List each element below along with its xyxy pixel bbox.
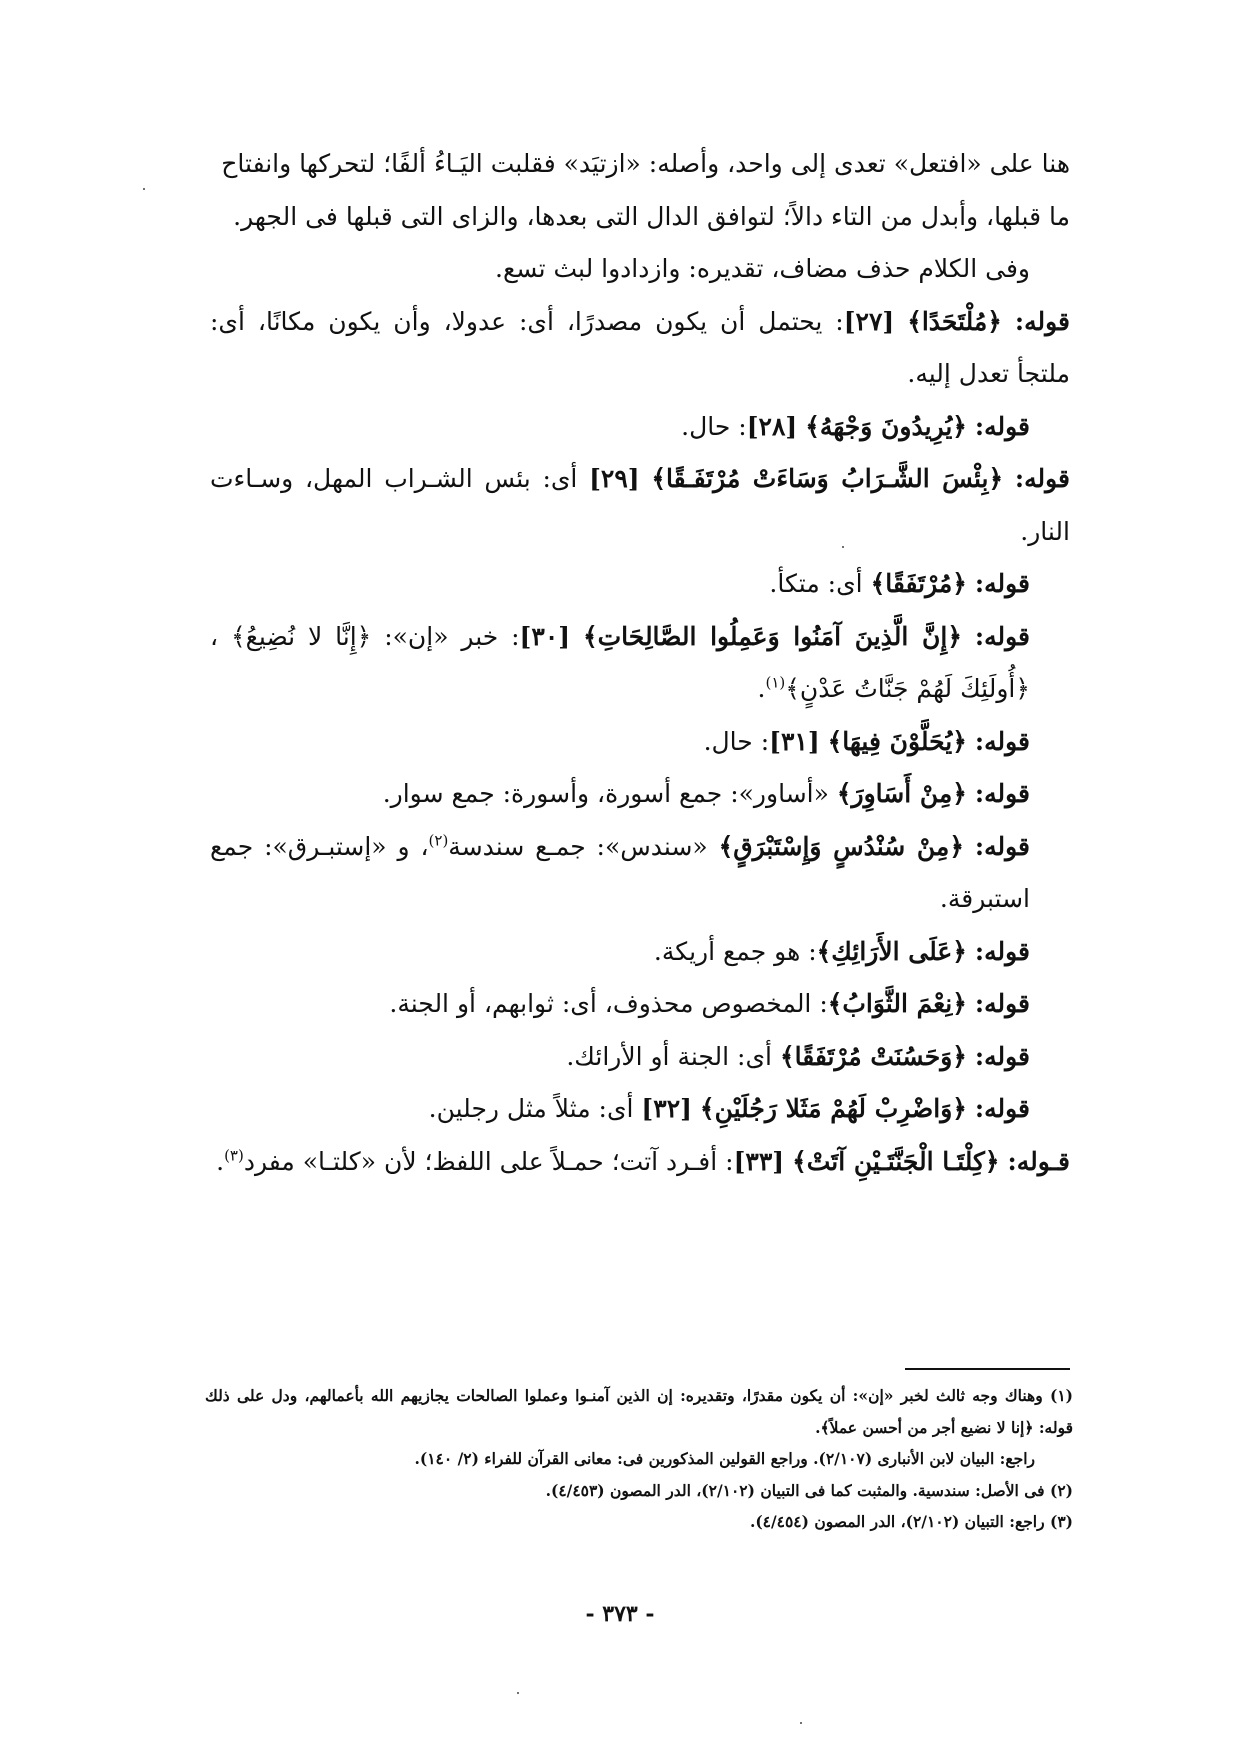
ayah-quote: ﴿كِلْتَـا الْجَنَّتَـيْنِ آتَتْ﴾	[792, 1146, 1000, 1176]
ayah-quote: ﴿مُلْتَحَدًا﴾	[907, 306, 1002, 336]
entry-text: : حال.	[703, 726, 770, 756]
main-text	[210, 138, 1070, 1188]
entry-text: «أساور»: جمع أسورة، وأسورة: جمع سوار.	[382, 779, 837, 808]
ayah-quote: ﴿وَحَسُنَتْ مُرْتَفَقًا﴾	[779, 1041, 967, 1071]
ayah-quote: ﴿مِنْ أَسَاوِرَ﴾	[836, 779, 967, 808]
entry-hasunat	[210, 1031, 1070, 1084]
ayah-quote: ﴿مُرْتَفَقًا﴾	[870, 569, 967, 598]
page-number: - ٣٧٣ -	[585, 1601, 655, 1627]
entry-text: أى: متكأ.	[769, 569, 871, 598]
qawl-label: قوله:	[974, 989, 1030, 1018]
entry-text: : المخصوص محذوف، أى: ثوابهم، أو الجنة.	[389, 989, 828, 1018]
entry-33	[210, 1136, 1070, 1189]
entry-text: : يحتمل أن يكون مصدرًا، أى: عدولا، وأن يكون مكانًا، أى: ملتجأ تعدل إليه.	[210, 306, 1070, 388]
intro-line: هنا على «افتعل» تعدى إلى واحد، وأصله: «ازتيَد» فقلبت اليَـاءُ ألفًا؛ لتحركها وانفتاح	[221, 149, 1070, 178]
entry-30	[210, 611, 1070, 716]
qawl-label: قوله:	[974, 1094, 1030, 1123]
verse-number: [٣٢]	[641, 1094, 692, 1123]
entry-text: : حال.	[681, 411, 747, 441]
qawl-label: قوله:	[974, 779, 1030, 808]
entry-text: أى: الجنة أو الأرائك.	[566, 1041, 780, 1071]
verse-number: [٢٨]	[746, 411, 798, 441]
scan-speck	[143, 188, 145, 190]
footnote-ref-3: (٣)	[224, 1146, 244, 1165]
entry-murtafaq	[210, 558, 1070, 611]
verse-number: [٢٩]	[589, 464, 640, 493]
footnote-3: (٣) راجع: التبيان (٢/١٠٢)، الدر المصون (٤/٤٥٤).	[749, 1512, 1073, 1531]
qawl-label: قوله:	[974, 411, 1030, 441]
ayah-quote: ﴿إِنَّ الَّذِينَ آمَنُوا وَعَمِلُوا الصَّالِحَاتِ﴾	[583, 621, 962, 651]
ayah-quote: ﴿عَلَى الأَرَائِكِ﴾	[816, 936, 967, 966]
intro-line: وفى الكلام حذف مضاف، تقديره: وازدادوا لبث تسع.	[495, 254, 1030, 283]
footnote-1-reference: راجع: البيان لابن الأنبارى (٢/١٠٧). وراجع القولين المذكورين فى: معانى القرآن للفراء (٢/ ١٤٠).	[414, 1449, 1035, 1468]
qawl-label: قوله:	[974, 726, 1030, 756]
verse-number: [٣٣]	[733, 1146, 785, 1176]
footnote-2: (٢) فى الأصل: سندسية. والمثبت كما فى التبيان (٢/١٠٢)، الدر المصون (٤/٤٥٣).	[545, 1480, 1073, 1500]
entry-31	[210, 716, 1070, 769]
ayah-quote: ﴿بِئْسَ الشَّـرَابُ وَسَاءَتْ مُرْتَفَـقًا﴾	[651, 464, 1004, 493]
footnote-separator	[905, 1368, 1070, 1370]
entry-araik	[210, 926, 1070, 979]
scan-speck	[842, 546, 844, 548]
verse-number: [٢٧]	[843, 306, 895, 336]
entry-thawab	[210, 978, 1070, 1031]
qawl-label: قوله:	[974, 1041, 1030, 1071]
entry-text: أى: بئس الشـراب المهل، وسـاءت النار.	[210, 464, 1070, 546]
footnote-ref-1: (١)	[765, 673, 786, 692]
ayah-quote: ﴿مِنْ سُنْدُسٍ وَإِسْتَبْرَقٍ﴾	[718, 831, 964, 861]
entry-29	[210, 453, 1070, 558]
entry-tail: ، و «إستبـرق»: جمع استبرقة.	[210, 831, 1030, 913]
verse-number: [٣١]	[769, 726, 820, 756]
qawl-label: قوله:	[974, 569, 1030, 598]
entry-text: «سندس»: جمـع سندسة	[448, 831, 719, 861]
footnote-ref-2: (٢)	[428, 831, 449, 850]
ayah-quote: ﴿يُرِيدُونَ وَجْهَهُ﴾	[805, 411, 967, 441]
entry-28	[210, 401, 1070, 454]
qawl-label: قوله:	[1014, 464, 1070, 493]
entry-sundus	[210, 821, 1070, 926]
entry-32	[210, 1083, 1070, 1136]
entry-tail: .	[757, 674, 766, 703]
ayah-quote: ﴿يُحَلَّوْنَ فِيهَا﴾	[827, 726, 967, 756]
footnotes	[205, 1380, 1073, 1538]
scan-speck	[800, 1722, 802, 1724]
verse-number: [٣٠]	[519, 621, 571, 651]
ayah-quote: ﴿وَاضْرِبْ لَهُمْ مَثَلا رَجُلَيْنِ﴾	[699, 1094, 967, 1123]
qawl-label: قـوله:	[1007, 1146, 1070, 1176]
entry-text: : هو جمع أريكة.	[653, 936, 817, 966]
entry-tail: .	[216, 1146, 225, 1176]
footnote-1: (١) وهناك وجه ثالث لخبر «إن»: أن يكون مقدرًا، وتقديره: إن الذين آمنـوا وعملوا الصالحات يجازيهم الله بأعمالهم، ودل على ذلك قوله: ﴿إنا لا نضيع أجر من أحسن عملاً﴾.	[205, 1386, 1073, 1437]
qawl-label: قوله:	[974, 936, 1030, 966]
ayah-quote: ﴿نِعْمَ الثَّوَابُ﴾	[827, 989, 967, 1018]
scan-speck	[517, 1692, 519, 1694]
qawl-label: قوله:	[974, 621, 1031, 651]
entry-27	[210, 296, 1070, 401]
qawl-label: قوله:	[1014, 306, 1070, 336]
intro-line: ما قبلها، وأبدل من التاء دالاً؛ لتوافق الدال التى بعدها، والزاى التى قبلها فى الجهر.	[233, 201, 1070, 231]
qawl-label: قوله:	[974, 831, 1030, 861]
entry-text: : خبر «إن»: ﴿إِنَّا لا نُضِيعُ﴾ ، ﴿أُولَئِكَ لَهُمْ جَنَّاتُ عَدْنٍ﴾	[210, 621, 1030, 703]
entry-asawir	[210, 768, 1070, 821]
entry-text: : أفـرد آتت؛ حمـلاً على اللفظ؛ لأن «كلتـا» مفرد	[243, 1146, 734, 1176]
entry-text: أى: مثلاً مثل رجلين.	[428, 1094, 642, 1123]
